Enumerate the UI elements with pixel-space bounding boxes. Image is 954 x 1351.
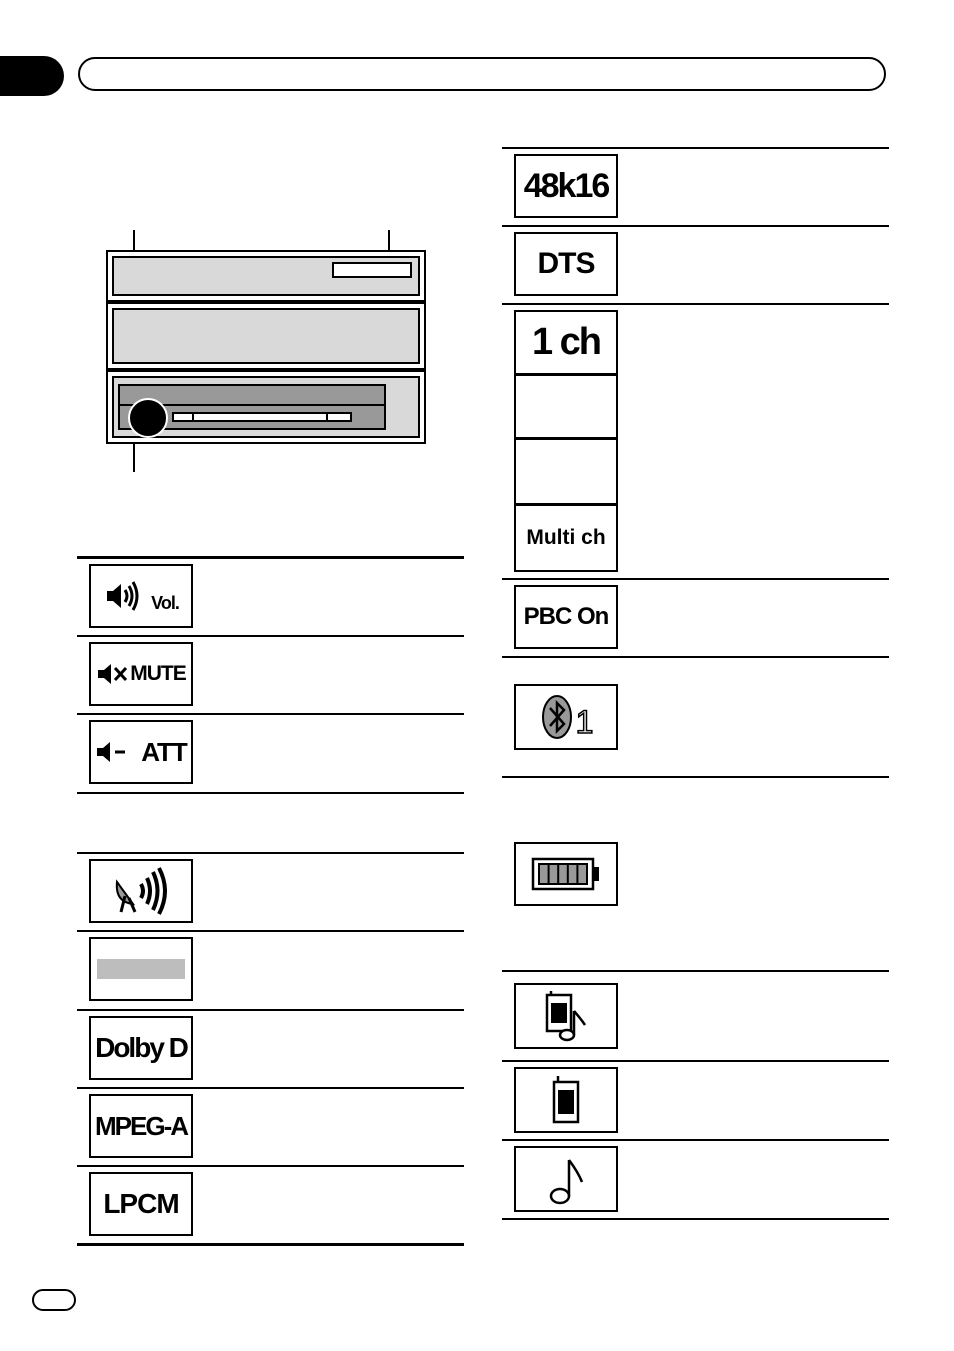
left-table-top-rule (77, 556, 464, 559)
mute-label: MUTE (130, 662, 186, 685)
music-note-icon (544, 1152, 588, 1206)
display-bottom-panel (112, 376, 420, 438)
right-table-top-rule (502, 147, 889, 149)
mpeg-a-icon-box (89, 1094, 193, 1158)
speaker-volume-icon (103, 579, 143, 613)
att-label: ATT (141, 736, 187, 767)
bluetooth-device-number: 1 (575, 703, 593, 740)
dolby-d-label: Dolby D (95, 1032, 187, 1063)
display-indicator-box (332, 262, 412, 278)
callout-line-1 (133, 230, 135, 252)
speaker-mute-icon (96, 660, 130, 688)
satellite-antenna-icon (111, 866, 171, 916)
dts-label: DTS (537, 247, 595, 280)
channel-icon-stack (514, 310, 618, 572)
callout-line-3 (133, 444, 135, 472)
phone-icon-box (514, 1067, 618, 1133)
row-rule (502, 970, 889, 972)
language-badge (32, 1289, 76, 1311)
right-table-bottom-rule (502, 1218, 889, 1220)
row-rule (77, 1009, 464, 1011)
dts-icon-box (514, 232, 618, 296)
row-rule (77, 1087, 464, 1089)
row-rule (502, 1139, 889, 1141)
row-rule (77, 792, 464, 794)
chapter-tab (0, 56, 64, 96)
channel-blank-icon-2 (516, 440, 616, 506)
phone-music-icon (541, 989, 591, 1043)
display-middle-panel (112, 308, 420, 364)
row-rule (77, 635, 464, 637)
pbc-on-icon-box (514, 585, 618, 649)
row-rule (502, 1060, 889, 1062)
dolby-d-icon-box (89, 1016, 193, 1080)
row-rule (502, 776, 889, 778)
battery-icon-box (514, 842, 618, 906)
grey-bar-icon (97, 959, 185, 979)
left-table-bottom-rule (77, 1243, 464, 1246)
1ch-label: 1 ch (531, 321, 601, 363)
row-rule (77, 930, 464, 932)
48k16-label: 48k16 (523, 166, 609, 205)
row-rule (502, 656, 889, 658)
display-section-middle (106, 302, 426, 370)
progress-bar (172, 412, 352, 422)
antenna-icon-box (89, 859, 193, 923)
mpeg-a-label: MPEG-A (95, 1110, 187, 1141)
1ch-icon (516, 312, 616, 376)
display-section-top (106, 250, 426, 302)
lpcm-icon-box (89, 1172, 193, 1236)
row-rule (77, 852, 464, 854)
battery-icon (531, 856, 601, 892)
multi-ch-icon (516, 506, 616, 570)
bluetooth-icon-box (514, 684, 618, 750)
display-section-bottom (106, 370, 426, 444)
volume-label: Vol. (151, 592, 179, 613)
48k16-icon-box (514, 154, 618, 218)
music-icon-box (514, 1146, 618, 1212)
header-title-bar (78, 57, 886, 91)
row-rule (77, 1165, 464, 1167)
pbc-on-label: PBC On (523, 603, 609, 630)
display-round-icon (128, 398, 168, 438)
row-rule (77, 713, 464, 715)
row-rule (502, 578, 889, 580)
multi-ch-label: Multi ch (526, 526, 606, 549)
bluetooth-icon (540, 693, 574, 741)
row-rule (502, 225, 889, 227)
channel-blank-icon-1 (516, 376, 616, 440)
lpcm-label: LPCM (103, 1188, 179, 1219)
volume-icon-box (89, 564, 193, 628)
grey-bar-icon-box (89, 937, 193, 1001)
phone-icon (550, 1074, 582, 1126)
display-top-panel (112, 256, 420, 296)
phone-music-icon-box (514, 983, 618, 1049)
speaker-att-icon (95, 738, 129, 766)
row-rule (502, 303, 889, 305)
att-icon-box (89, 720, 193, 784)
mute-icon-box (89, 642, 193, 706)
